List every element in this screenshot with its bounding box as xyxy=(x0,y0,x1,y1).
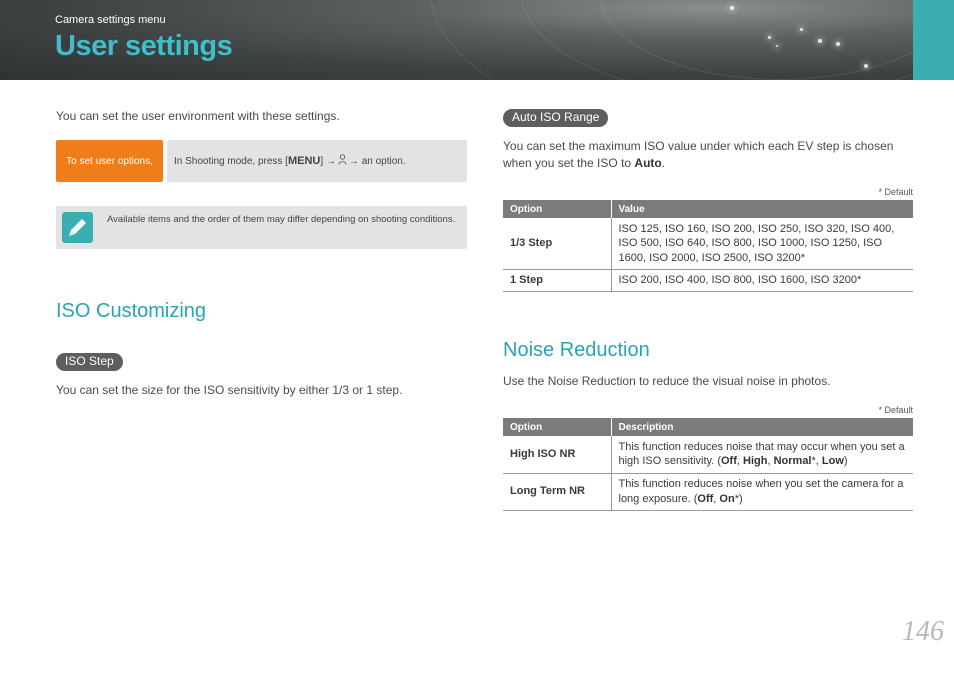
note-text: Available items and the order of them may differ depending on shooting conditions. xyxy=(107,214,456,225)
option-cell: 1 Step xyxy=(503,269,611,291)
noise-reduction-description: Use the Noise Reduction to reduce the visual noise in photos. xyxy=(503,374,831,388)
page-number: 146 xyxy=(902,616,944,647)
procedure-box xyxy=(56,140,467,182)
table-row xyxy=(503,269,913,291)
value-cell: ISO 125, ISO 160, ISO 200, ISO 250, ISO 320, ISO 400, ISO 500, ISO 640, ISO 800, ISO 1000, ISO 1250, ISO 1600, ISO 2000, ISO 2500, ISO 3200* xyxy=(611,218,913,269)
table-row xyxy=(503,218,913,269)
procedure-lead: To set user options, xyxy=(56,140,163,182)
iso-step-label: ISO Step xyxy=(56,353,123,371)
choice-value: Off xyxy=(697,492,714,505)
banner-sparkle xyxy=(768,36,771,39)
iso-step-description: You can set the size for the ISO sensitivity by either 1/3 or 1 step. xyxy=(56,383,403,397)
description-cell: This function reduces noise when you set the camera for a long exposure. (Off, On*) xyxy=(611,473,913,510)
value-cell: ISO 200, ISO 400, ISO 800, ISO 1600, ISO 3200* xyxy=(611,269,913,291)
banner-sparkle xyxy=(864,64,868,68)
default-marker: * xyxy=(734,492,739,505)
auto-iso-range-label: Auto ISO Range xyxy=(503,109,608,127)
default-marker: * xyxy=(811,455,816,468)
auto-iso-range-description xyxy=(503,138,913,172)
table-row xyxy=(503,436,913,473)
column-header: Value xyxy=(611,200,913,218)
noise-reduction-heading: Noise Reduction xyxy=(503,339,650,361)
banner-sparkle xyxy=(776,45,778,47)
choice-value: On xyxy=(719,492,735,505)
iso-customizing-heading: ISO Customizing xyxy=(56,300,207,322)
auto-iso-desc-bold: Auto xyxy=(634,156,662,170)
choice-value: High xyxy=(743,455,768,468)
noise-reduction-table xyxy=(503,418,913,511)
procedure-steps xyxy=(167,140,467,182)
procedure-middle: ] → xyxy=(320,155,336,167)
page-title: User settings xyxy=(55,30,233,62)
pencil-note-icon xyxy=(62,212,93,243)
note-box xyxy=(56,206,467,249)
table-row xyxy=(503,473,913,510)
choice-value: Off xyxy=(721,455,737,468)
option-cell: Long Term NR xyxy=(503,473,611,510)
choice-value: Normal xyxy=(773,455,812,468)
description-cell: This function reduces noise that may occur when you set a high ISO sensitivity. (Off, High, Normal*, Low) xyxy=(611,436,913,473)
intro-text: You can set the user environment with these settings. xyxy=(56,109,340,123)
breadcrumb: Camera settings menu xyxy=(55,14,166,26)
column-header: Description xyxy=(611,418,913,436)
user-settings-icon xyxy=(338,154,347,168)
column-header: Option xyxy=(503,200,611,218)
auto-iso-desc-text: You can set the maximum ISO value under which each EV step is chosen when you set the ISO to xyxy=(503,139,894,170)
menu-key-icon: MENU xyxy=(287,155,321,167)
table-header-row xyxy=(503,418,913,436)
banner-sparkle xyxy=(818,39,822,43)
banner-sparkle xyxy=(730,6,734,10)
noise-default-note: * Default xyxy=(878,405,913,415)
procedure-suffix: → an option. xyxy=(348,155,406,167)
description-text: This function reduces noise when you set the camera for a long exposure. ( xyxy=(618,478,904,505)
choice-value: Low xyxy=(821,455,844,468)
section-tab xyxy=(913,0,954,80)
option-cell: High ISO NR xyxy=(503,436,611,473)
auto-iso-default-note: * Default xyxy=(878,187,913,197)
auto-iso-desc-end: . xyxy=(661,156,666,170)
table-header-row xyxy=(503,200,913,218)
column-header: Option xyxy=(503,418,611,436)
banner-sparkle xyxy=(800,28,803,31)
option-cell: 1/3 Step xyxy=(503,218,611,269)
auto-iso-range-table xyxy=(503,200,913,292)
banner-sparkle xyxy=(836,42,840,46)
procedure-prefix: In Shooting mode, press [ xyxy=(174,155,288,167)
description-text: This function reduces noise that may occur when you set a high ISO sensitivity. ( xyxy=(618,440,905,468)
